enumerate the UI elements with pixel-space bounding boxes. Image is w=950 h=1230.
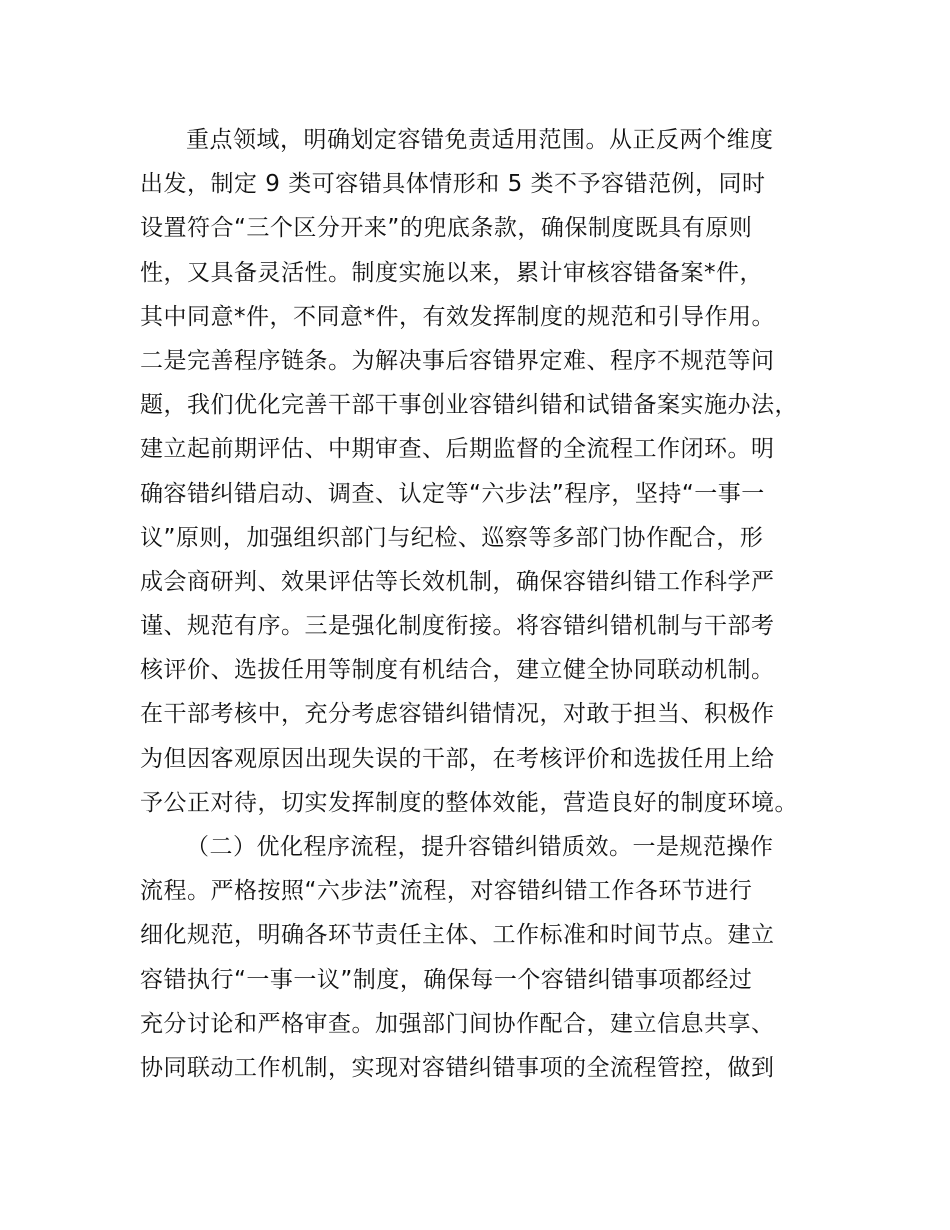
body-text	[140, 118, 840, 1090]
text-line: 其中同意*件，不同意*件，有效发挥制度的规范和引导作用。	[140, 303, 775, 330]
text-line: 二是完善程序链条。为解决事后容错界定难、程序不规范等问	[140, 347, 775, 374]
text-line: 协同联动工作机制，实现对容错纠错事项的全流程管控，做到	[140, 1054, 775, 1081]
text-line: 出发，制定 9 类可容错具体情形和 5 类不予容错范例，同时	[140, 171, 766, 198]
text-line: 容错执行“一事一议”制度，确保每一个容错纠错事项都经过	[140, 966, 753, 993]
text-line: 谨、规范有序。三是强化制度衔接。将容错纠错机制与干部考	[140, 613, 775, 640]
text-line: 设置符合“三个区分开来”的兜底条款，确保制度既具有原则	[140, 215, 753, 242]
text-line: 建立起前期评估、中期审查、后期监督的全流程工作闭环。明	[140, 436, 775, 463]
text-line: 成会商研判、效果评估等长效机制，确保容错纠错工作科学严	[140, 568, 775, 595]
text-line: 议”原则，加强组织部门与纪检、巡察等多部门协作配合，形	[140, 524, 764, 551]
text-line: 细化规范，明确各环节责任主体、工作标准和时间节点。建立	[140, 922, 775, 949]
text-line: 题，我们优化完善干部干事创业容错纠错和试错备案实施办法，	[140, 392, 798, 419]
text-line: 流程。严格按照“六步法”流程，对容错纠错工作各环节进行	[140, 878, 753, 905]
text-line: 确容错纠错启动、调查、认定等“六步法”程序，坚持“一事一	[140, 480, 765, 507]
text-line: （二）优化程序流程，提升容错纠错质效。一是规范操作	[186, 834, 774, 860]
text-line: 予公正对待，切实发挥制度的整体效能，营造良好的制度环境。	[140, 789, 798, 816]
text-line: 性，又具备灵活性。制度实施以来，累计审核容错备案*件，	[140, 259, 763, 286]
text-line: 充分讨论和严格审查。加强部门间协作配合，建立信息共享、	[140, 1010, 775, 1037]
text-line: 在干部考核中，充分考虑容错纠错情况，对敢于担当、积极作	[140, 701, 775, 728]
text-line: 核评价、选拔任用等制度有机结合，建立健全协同联动机制。	[140, 657, 775, 684]
text-line: 重点领域，明确划定容错免责适用范围。从正反两个维度	[186, 127, 774, 153]
text-line: 为但因客观原因出现失误的干部，在考核评价和选拔任用上给	[140, 745, 775, 772]
